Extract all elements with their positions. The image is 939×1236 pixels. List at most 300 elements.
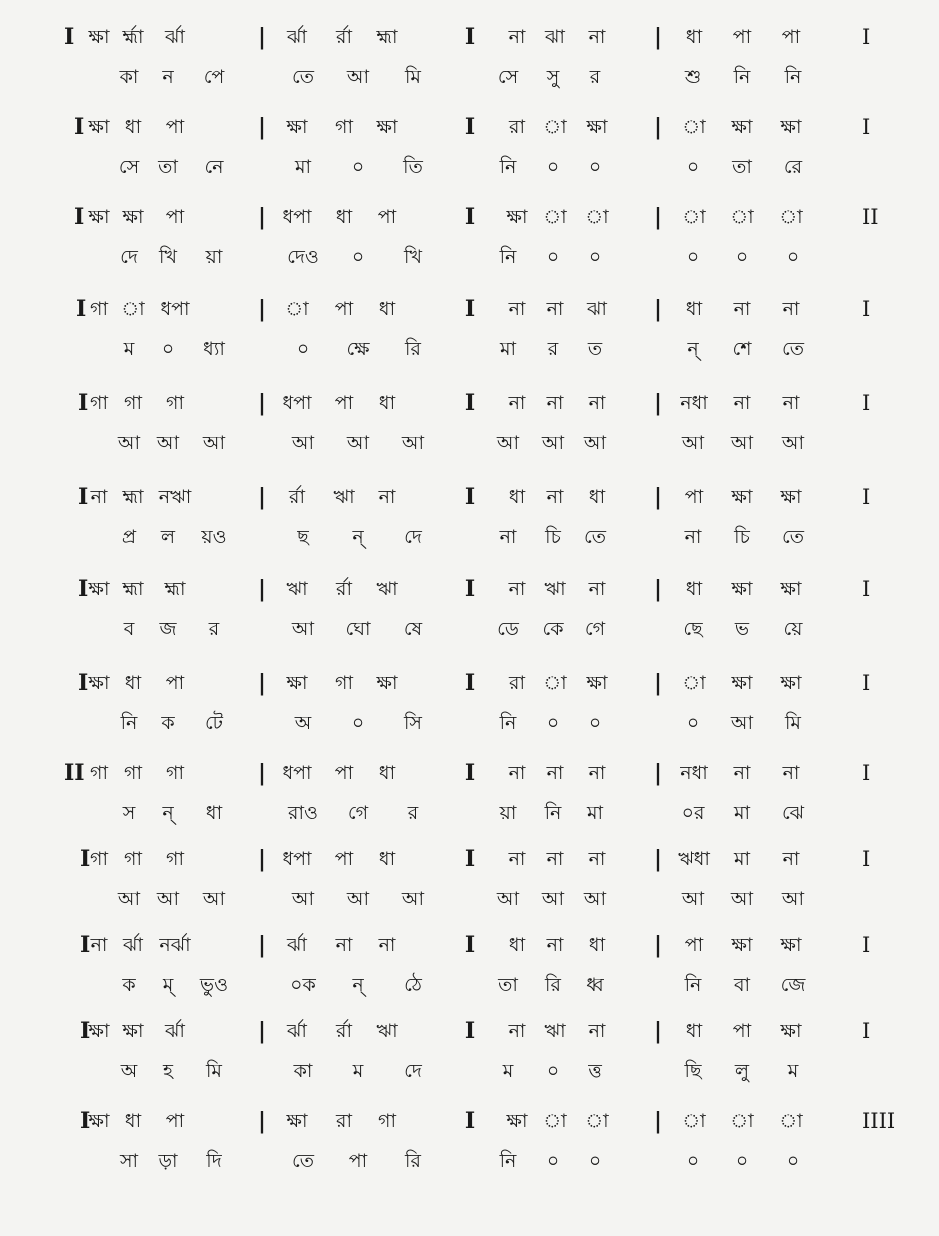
swara-note: না (378, 486, 396, 508)
lyric-syllable: ০ (588, 1150, 602, 1172)
lyric-syllable: মা (586, 802, 604, 824)
lyric-syllable: মি (206, 1060, 222, 1082)
lyric-syllable: ০ (686, 1150, 700, 1172)
swara-note: না (90, 934, 108, 956)
measure-bar: I (464, 760, 476, 786)
lyric-syllable: আ (401, 432, 425, 454)
measure-bar: | (257, 390, 267, 416)
swara-note: পা (781, 26, 801, 48)
lyric-syllable: বা (733, 974, 751, 996)
swara-note: না (508, 26, 526, 48)
swara-note: পা (732, 26, 752, 48)
swara-note: না (546, 392, 564, 414)
swara-note: র্ঝা (123, 934, 143, 956)
swara-note: ধা (685, 1020, 703, 1042)
lyric-syllable: ধ্ব (586, 974, 604, 996)
lyric-syllable: ধ্যা (203, 338, 225, 360)
lyric-syllable: মা (499, 338, 517, 360)
line-start-bar: I (80, 932, 91, 958)
swara-row (0, 754, 939, 792)
swara-note: ঋা (376, 578, 398, 600)
swara-note: গা (166, 392, 184, 414)
lyric-row (0, 704, 939, 742)
line-start-bar: I (76, 296, 87, 322)
line-start-bar: I (78, 390, 89, 416)
lyric-syllable: ভুও (199, 974, 229, 996)
measure-bar: I (464, 846, 476, 872)
swara-note: ধপা (282, 392, 312, 414)
lyric-syllable: র (589, 66, 601, 88)
lyric-syllable: লু (734, 1060, 750, 1082)
swara-note: া (543, 206, 567, 228)
swara-note: া (779, 1110, 803, 1132)
lyric-syllable: রি (405, 1150, 421, 1172)
lyric-syllable: য়া (205, 246, 223, 268)
line-end-bar: I (862, 391, 871, 415)
swara-note: র্রা (336, 578, 352, 600)
lyric-syllable: ০ (351, 246, 365, 268)
measure-bar: | (653, 296, 663, 322)
measure-bar: I (464, 932, 476, 958)
swara-note: ধপা (282, 848, 312, 870)
lyric-syllable: র (547, 338, 559, 360)
swara-note: ধা (378, 848, 396, 870)
measure-bar: I (464, 390, 476, 416)
swara-note: ধা (508, 486, 526, 508)
swara-note: না (508, 578, 526, 600)
lyric-row (0, 58, 939, 96)
measure-bar: | (653, 670, 663, 696)
line-end-bar: I (862, 485, 871, 509)
swara-row (0, 926, 939, 964)
lyric-syllable: অ (294, 712, 312, 734)
swara-note: ক্ষা (286, 672, 308, 694)
lyric-syllable: ছি (684, 1060, 702, 1082)
swara-note: া (682, 206, 706, 228)
swara-note: না (588, 26, 606, 48)
swara-note: না (546, 848, 564, 870)
swara-note: না (378, 934, 396, 956)
measure-bar: | (257, 760, 267, 786)
lyric-syllable: নি (499, 246, 517, 268)
lyric-syllable: নি (120, 712, 138, 734)
swara-note: ক্ষা (286, 116, 308, 138)
measure-bar: | (653, 114, 663, 140)
swara-note: পা (165, 672, 185, 694)
swara-note: ধা (685, 298, 703, 320)
lyric-syllable: দে (404, 526, 422, 548)
stanza (0, 754, 939, 844)
lyric-syllable: ন্ (162, 802, 174, 824)
lyric-syllable: ০ (588, 712, 602, 734)
measure-bar: | (257, 670, 267, 696)
lyric-syllable: ত (587, 338, 603, 360)
lyric-syllable: ত্ত (588, 1060, 602, 1082)
swara-note: র্ঝা (287, 1020, 307, 1042)
lyric-row (0, 238, 939, 276)
swara-note: পা (165, 206, 185, 228)
swara-note: গা (335, 116, 353, 138)
swara-note: ক্ষা (586, 116, 608, 138)
lyric-syllable: আ (117, 432, 141, 454)
lyric-syllable: পে (203, 66, 225, 88)
swara-note: ক্ষা (88, 578, 110, 600)
swara-note: হ্মা (376, 26, 398, 48)
swara-note: ঝা (545, 26, 565, 48)
swara-note: গা (124, 762, 142, 784)
lyric-syllable: রি (405, 338, 421, 360)
measure-bar: | (653, 1018, 663, 1044)
lyric-syllable: আ (401, 888, 425, 910)
swara-note: ক্ষা (506, 1110, 528, 1132)
swara-note: ঝা (587, 298, 607, 320)
lyric-syllable: ০ (588, 156, 602, 178)
lyric-syllable: আ (117, 888, 141, 910)
lyric-syllable: ম (123, 338, 135, 360)
swara-note: ধা (588, 934, 606, 956)
lyric-syllable: ল (160, 526, 176, 548)
lyric-syllable: ০ (546, 1150, 560, 1172)
swara-row (0, 198, 939, 236)
lyric-syllable: সি (404, 712, 422, 734)
lyric-syllable: অ (120, 1060, 138, 1082)
swara-note: না (782, 392, 800, 414)
lyric-syllable: ছে (683, 618, 703, 640)
lyric-syllable: শু (684, 66, 702, 88)
lyric-syllable: সে (497, 66, 519, 88)
measure-bar: | (257, 1108, 267, 1134)
lyric-syllable: ন্ (352, 526, 364, 548)
measure-bar: | (653, 576, 663, 602)
lyric-syllable: খি (159, 246, 177, 268)
swara-note: পা (732, 1020, 752, 1042)
swara-note: না (733, 298, 751, 320)
lyric-row (0, 148, 939, 186)
swara-note: না (546, 486, 564, 508)
swara-note: ক্ষা (731, 672, 753, 694)
measure-bar: | (257, 484, 267, 510)
measure-bar: I (464, 484, 476, 510)
line-end-bar: II (862, 205, 879, 229)
swara-note: পা (334, 298, 354, 320)
lyric-syllable: ০ (735, 246, 749, 268)
swara-note: না (588, 392, 606, 414)
measure-bar: I (464, 670, 476, 696)
lyric-syllable: আ (583, 432, 607, 454)
lyric-syllable: আ (346, 432, 370, 454)
swara-note: ক্ষা (88, 206, 110, 228)
lyric-syllable: আ (541, 888, 565, 910)
lyric-syllable: ঘো (345, 618, 371, 640)
swara-note: া (585, 1110, 609, 1132)
lyric-syllable: দে (120, 246, 138, 268)
swara-note: া (543, 1110, 567, 1132)
lyric-syllable: আ (291, 618, 315, 640)
line-end-bar: I (862, 933, 871, 957)
lyric-syllable: কা (119, 66, 139, 88)
swara-note: নধা (680, 392, 708, 414)
lyric-syllable: শে (732, 338, 752, 360)
swara-note: ক্ষা (88, 672, 110, 694)
lyric-syllable: আ (681, 888, 705, 910)
swara-note: র্ঝা (287, 26, 307, 48)
swara-note: ঋা (286, 578, 308, 600)
swara-note: ধা (378, 392, 396, 414)
swara-note: নঋা (158, 486, 192, 508)
swara-note: ক্ষা (780, 578, 802, 600)
swara-note: ক্ষা (122, 206, 144, 228)
lyric-syllable: ০ (588, 246, 602, 268)
lyric-syllable: ০ (546, 1060, 560, 1082)
lyric-syllable: ০ (686, 712, 700, 734)
lyric-syllable: দি (206, 1150, 222, 1172)
lyric-syllable: র (407, 802, 419, 824)
lyric-syllable: জ (159, 618, 177, 640)
lyric-syllable: নি (499, 1150, 517, 1172)
swara-note: ধা (588, 486, 606, 508)
lyric-syllable: আ (781, 432, 805, 454)
lyric-syllable: আ (202, 888, 226, 910)
swara-note: না (508, 298, 526, 320)
lyric-syllable: ০ (686, 246, 700, 268)
measure-bar: | (257, 576, 267, 602)
lyric-syllable: খি (404, 246, 422, 268)
measure-bar: | (653, 204, 663, 230)
swara-note: ধপা (160, 298, 190, 320)
lyric-syllable: নি (499, 156, 517, 178)
swara-note: ধা (378, 298, 396, 320)
lyric-syllable: আ (346, 66, 370, 88)
swara-note: হ্মা (122, 578, 144, 600)
swara-note: ঋা (333, 486, 355, 508)
measure-bar: | (257, 296, 267, 322)
measure-bar: | (257, 24, 267, 50)
lyric-syllable: তে (782, 338, 804, 360)
swara-note: পা (165, 116, 185, 138)
lyric-syllable: না (499, 526, 517, 548)
swara-note: রা (509, 672, 525, 694)
line-start-bar: II (64, 760, 85, 786)
swara-note: র্ঝা (165, 26, 185, 48)
lyric-syllable: গে (584, 618, 606, 640)
lyric-syllable: কা (293, 1060, 313, 1082)
lyric-syllable: আ (730, 712, 754, 734)
swara-note: না (546, 762, 564, 784)
measure-bar: | (653, 760, 663, 786)
swara-note: না (588, 762, 606, 784)
lyric-syllable: না (684, 526, 702, 548)
swara-row (0, 1012, 939, 1050)
measure-bar: | (653, 846, 663, 872)
swara-note: পা (334, 762, 354, 784)
swara-note: া (779, 206, 803, 228)
lyric-syllable: তা (158, 156, 178, 178)
measure-bar: I (464, 1018, 476, 1044)
measure-bar: | (257, 846, 267, 872)
swara-note: ঋা (544, 578, 566, 600)
lyric-syllable: ক (161, 712, 175, 734)
swara-note: র্রা (336, 1020, 352, 1042)
swara-note: ক্ষা (586, 672, 608, 694)
swara-note: গা (90, 298, 108, 320)
measure-bar: | (653, 1108, 663, 1134)
stanza (0, 664, 939, 754)
lyric-syllable: ম্ (162, 974, 174, 996)
stanza (0, 1012, 939, 1102)
line-end-bar: I (862, 761, 871, 785)
swara-note: ক্ষা (780, 672, 802, 694)
swara-row (0, 840, 939, 878)
lyric-syllable: চি (734, 526, 750, 548)
lyric-syllable: নি (499, 712, 517, 734)
lyric-syllable: ০র (681, 802, 705, 824)
swara-note: া (543, 116, 567, 138)
swara-note: ধা (508, 934, 526, 956)
lyric-row (0, 966, 939, 1004)
swara-note: া (682, 116, 706, 138)
lyric-syllable: তা (732, 156, 752, 178)
swara-note: না (90, 486, 108, 508)
lyric-syllable: ০ (546, 156, 560, 178)
swara-note: না (588, 1020, 606, 1042)
swara-note: গা (90, 392, 108, 414)
swara-note: ক্ষা (88, 116, 110, 138)
swara-note: র্ঝা (287, 934, 307, 956)
swara-note: ধা (378, 762, 396, 784)
lyric-syllable: সা (119, 1150, 139, 1172)
swara-row (0, 570, 939, 608)
lyric-syllable: ঝে (781, 802, 805, 824)
measure-bar: I (464, 1108, 476, 1134)
swara-note: ধা (124, 672, 142, 694)
lyric-syllable: ০ (546, 246, 560, 268)
stanza (0, 108, 939, 198)
swara-note: ক্ষা (88, 1020, 110, 1042)
stanza (0, 384, 939, 474)
swara-note: পা (334, 848, 354, 870)
swara-note: না (588, 848, 606, 870)
lyric-syllable: ০ (351, 156, 365, 178)
lyric-syllable: আ (541, 432, 565, 454)
swara-note: ঋধা (678, 848, 710, 870)
lyric-syllable: প্র (121, 526, 137, 548)
measure-bar: I (464, 114, 476, 140)
swara-note: ধপা (282, 206, 312, 228)
swara-note: গা (166, 848, 184, 870)
measure-bar: | (257, 1018, 267, 1044)
line-start-bar: I (78, 670, 89, 696)
swara-note: ধা (685, 578, 703, 600)
swara-note: ধা (124, 1110, 142, 1132)
swara-note: র্হ্মা (122, 26, 144, 48)
lyric-syllable: ০ (161, 338, 175, 360)
lyric-syllable: আ (202, 432, 226, 454)
lyric-syllable: রে (783, 156, 803, 178)
line-end-bar: I (862, 577, 871, 601)
swara-note: ক্ষা (286, 1110, 308, 1132)
swara-note: রা (509, 116, 525, 138)
lyric-syllable: আ (156, 888, 180, 910)
lyric-syllable: রি (545, 974, 561, 996)
line-start-bar: I (80, 1018, 91, 1044)
swara-note: র্ঝা (165, 1020, 185, 1042)
lyric-syllable: ন্ (687, 338, 699, 360)
swara-note: গা (124, 848, 142, 870)
swara-note: ক্ষা (731, 116, 753, 138)
stanza (0, 1102, 939, 1192)
swara-note: গা (335, 672, 353, 694)
swara-note: গা (378, 1110, 396, 1132)
lyric-syllable: আ (496, 432, 520, 454)
measure-bar: | (653, 24, 663, 50)
lyric-syllable: চি (545, 526, 561, 548)
lyric-syllable: আ (346, 888, 370, 910)
lyric-syllable: টে (204, 712, 224, 734)
measure-bar: | (653, 932, 663, 958)
lyric-syllable: ষে (403, 618, 423, 640)
line-start-bar: I (74, 204, 85, 230)
swara-note: না (508, 392, 526, 414)
lyric-syllable: নি (544, 802, 562, 824)
swara-row (0, 290, 939, 328)
line-end-bar: I (862, 115, 871, 139)
swara-note: ঋা (376, 1020, 398, 1042)
line-start-bar: I (80, 846, 91, 872)
swara-note: া (730, 206, 754, 228)
lyric-syllable: য়ও (201, 526, 227, 548)
swara-note: হ্মা (122, 486, 144, 508)
swara-note: নর্ঝা (159, 934, 191, 956)
swara-note: ক্ষা (780, 934, 802, 956)
stanza (0, 18, 939, 108)
swara-note: া (682, 1110, 706, 1132)
stanza (0, 290, 939, 380)
swara-note: ক্ষা (88, 1110, 110, 1132)
lyric-syllable: ক্ষে (346, 338, 370, 360)
lyric-syllable: ধা (205, 802, 223, 824)
lyric-syllable: ন (162, 66, 174, 88)
lyric-syllable: মা (294, 156, 312, 178)
lyric-syllable: ঠে (404, 974, 422, 996)
lyric-syllable: ভ (734, 618, 750, 640)
swara-note: মা (733, 848, 751, 870)
lyric-syllable: দে (404, 1060, 422, 1082)
lyric-row (0, 610, 939, 648)
stanza (0, 926, 939, 1016)
swara-note: না (733, 762, 751, 784)
lyric-syllable: ক (122, 974, 136, 996)
lyric-syllable: তা (498, 974, 518, 996)
measure-bar: I (464, 296, 476, 322)
lyric-syllable: ০ (686, 156, 700, 178)
lyric-syllable: আ (583, 888, 607, 910)
lyric-syllable: মা (733, 802, 751, 824)
swara-note: পা (165, 1110, 185, 1132)
swara-note: া (682, 672, 706, 694)
measure-bar: | (653, 484, 663, 510)
lyric-syllable: ০ (351, 712, 365, 734)
lyric-syllable: মি (405, 66, 421, 88)
lyric-syllable: জে (780, 974, 806, 996)
lyric-syllable: তি (403, 156, 423, 178)
lyric-row (0, 330, 939, 368)
swara-note: পা (377, 206, 397, 228)
stanza (0, 198, 939, 288)
stanza (0, 840, 939, 930)
swara-note: গা (90, 762, 108, 784)
swara-note: া (121, 298, 145, 320)
lyric-syllable: আ (781, 888, 805, 910)
